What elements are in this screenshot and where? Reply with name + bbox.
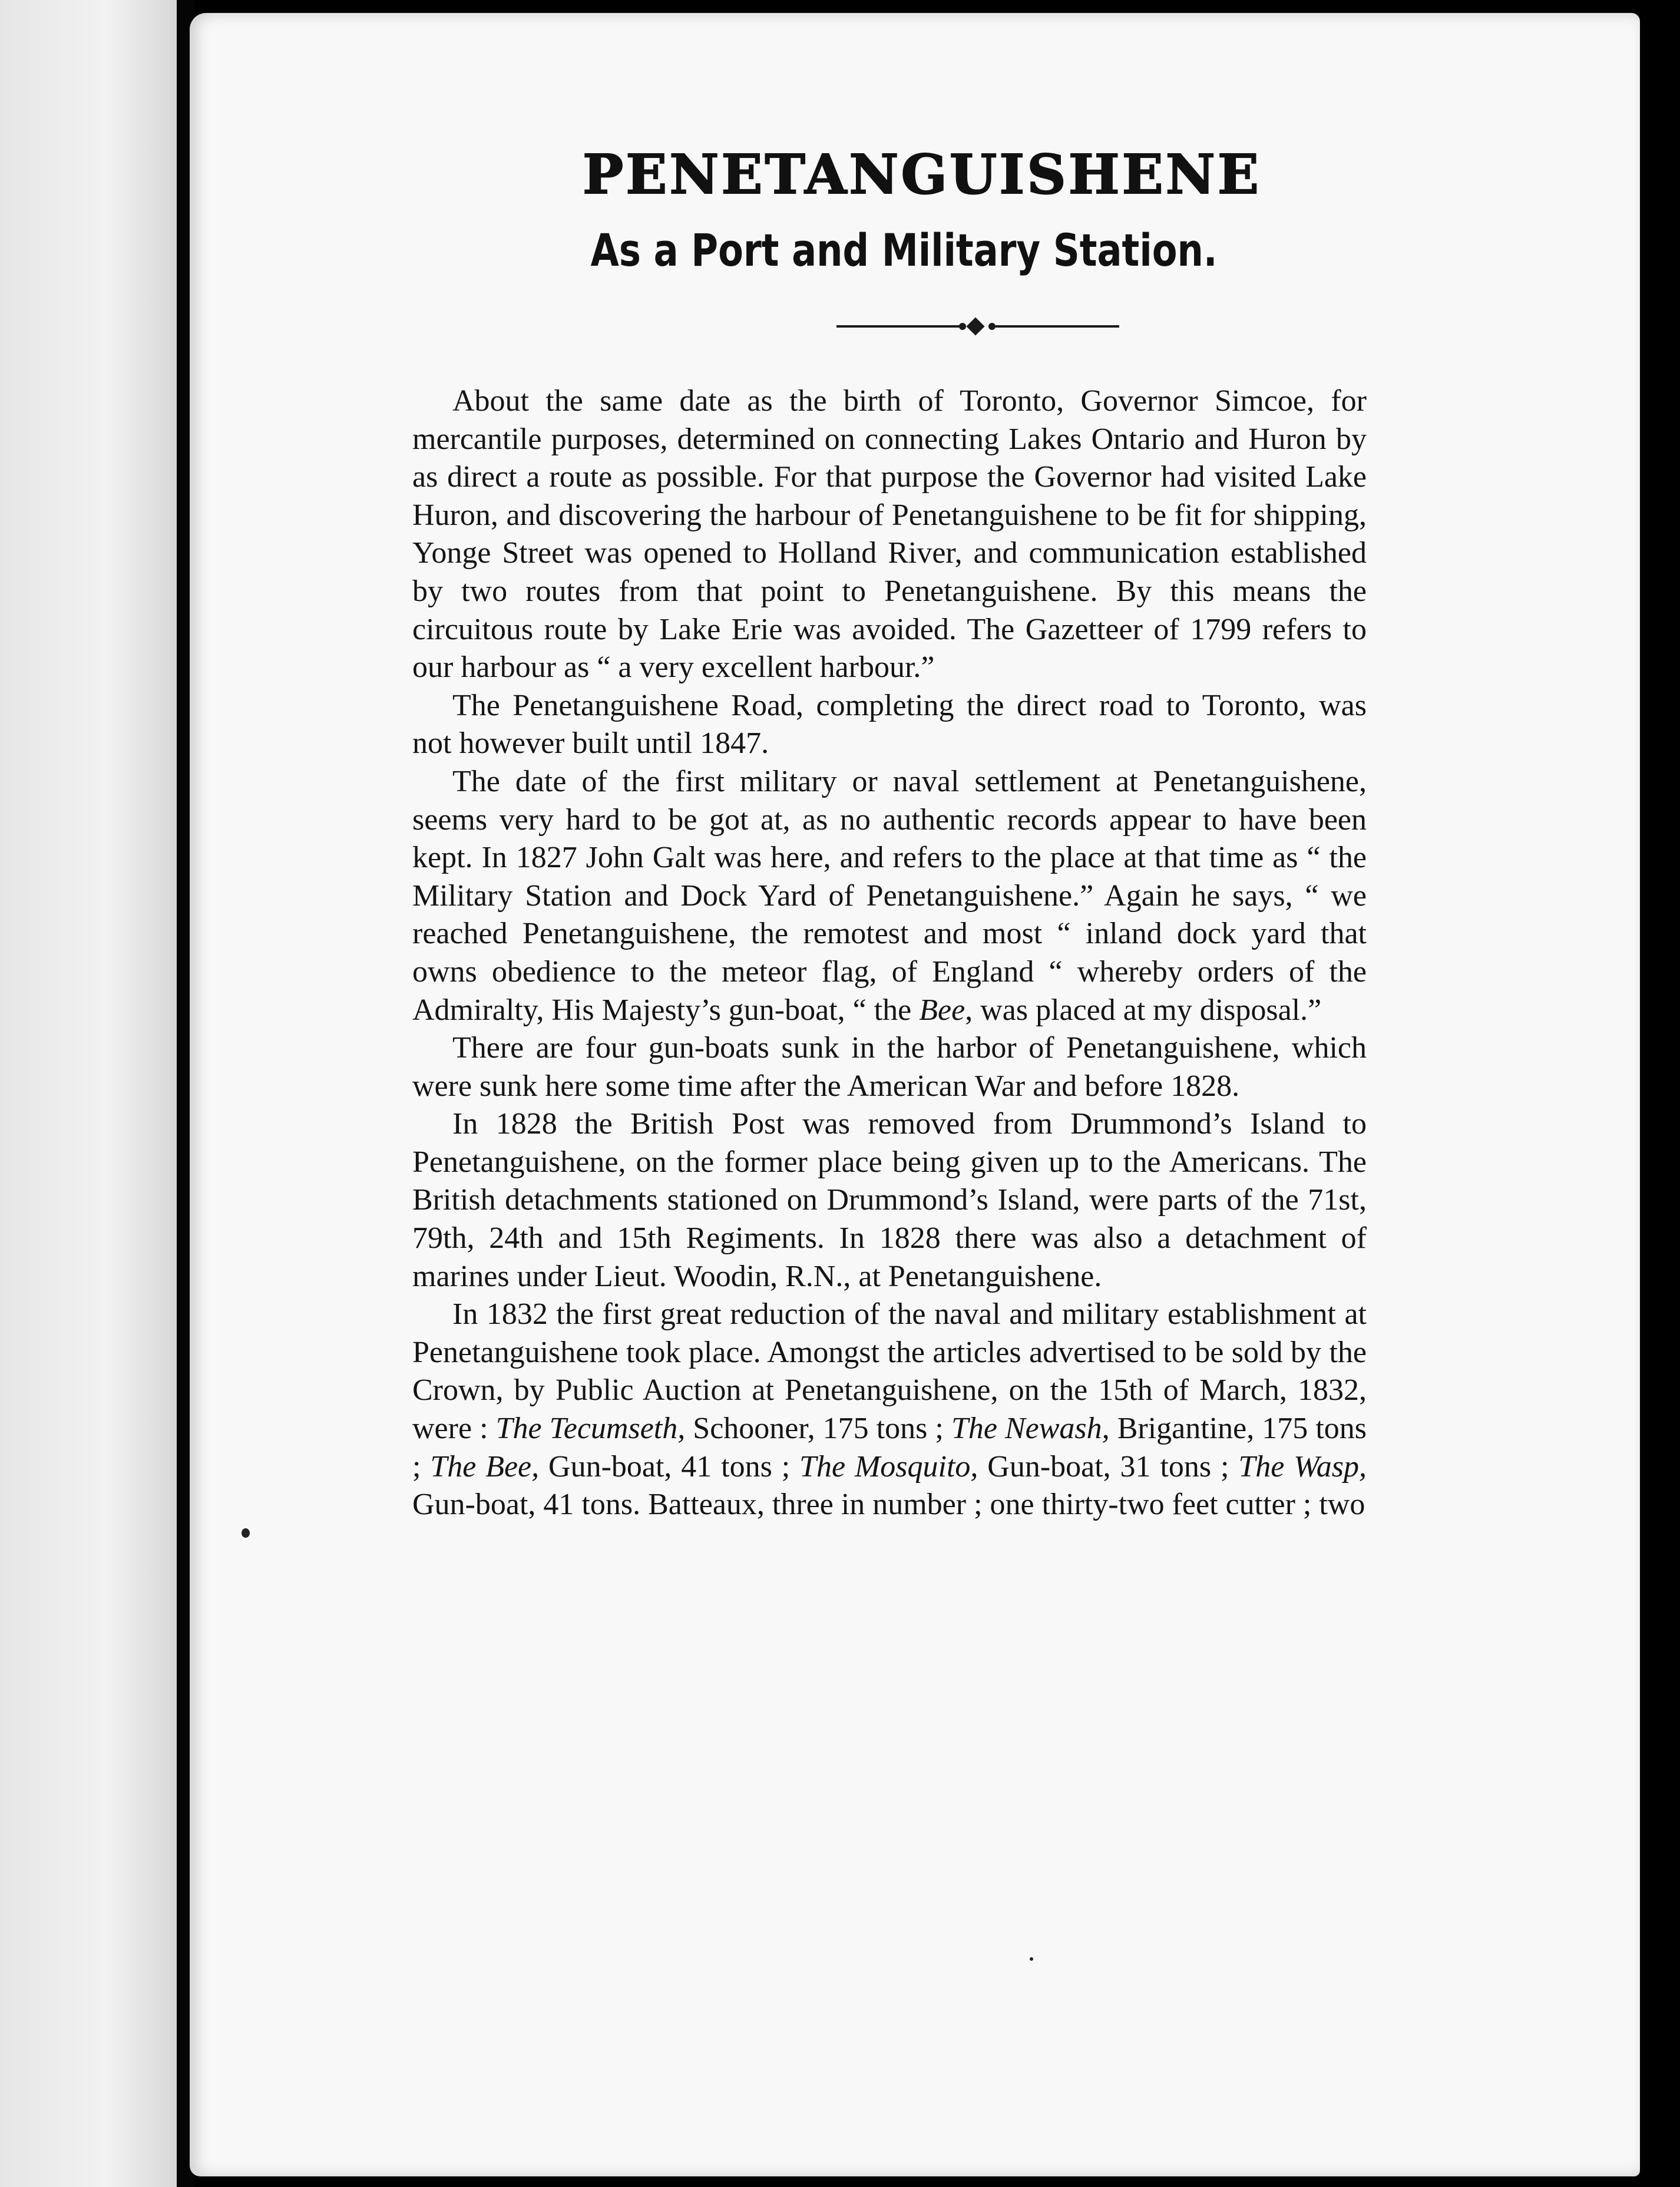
- paragraph-text: The Penetanguishene Road, completing the direct road to Toronto, was not however built until 1847.: [412, 688, 1367, 761]
- paragraph-text: In 1828 the British Post was removed from Drummond’s Island to Penetanguishene, on the former place being given up to the Americans. The British detachments stationed on Drummond’s Island, were parts of the 71st, 79th, 24th and 15th Regiments. In 1828 there was also a detachment of marines under Lieut. Woodin, R.N., at Penetanguishene.: [412, 1107, 1367, 1293]
- paragraph-text: About the same date as the birth of Toronto, Governor Simcoe, for mercantile purposes, determined on connecting Lakes Ontario and Huron by as direct a route as possible. For that purpose the Governor had visited Lake Huron, and discovering the harbour of Penetanguishene to be fit for shipping, Yonge Street was opened to Holland River, and communication established by two routes from that point to Penetanguishene. By this means the circuitous route by Lake Erie was avoided. The Gazetteer of 1799 refers to our harbour as “ a very excellent harbour.”: [412, 384, 1367, 685]
- paragraph-text: Schooner, 175 tons ;: [685, 1412, 951, 1446]
- page-subtitle: As a Port and Military Station.: [590, 224, 1218, 276]
- paragraph: [412, 1029, 1367, 1105]
- paragraph: [412, 1296, 1367, 1524]
- divider-line-right: [996, 325, 1119, 328]
- paragraph-text: Brigantine, 175 tons ;: [412, 1412, 1367, 1484]
- italic-text: Bee: [919, 993, 965, 1027]
- paragraph: [412, 763, 1367, 1029]
- paragraph-text: The date of the first military or naval settlement at Penetanguishene, seems very hard to be got at, as no authentic records appear to have been kept. In 1827 John Galt was here, and refers to the place at that time as “ the Military Station and Dock Yard of Penetanguishene.” Again he says, “ we reached Penetanguishene, the remotest and most “ inland dock yard that owns obedience to the meteor flag, of England “ whereby orders of the Admiralty, His Majesty’s gun-boat, “ the: [412, 764, 1367, 1027]
- ink-speck: [242, 1528, 250, 1538]
- italic-text: The Bee,: [430, 1449, 540, 1484]
- divider-diamond: [966, 317, 984, 335]
- page: [190, 13, 1640, 2176]
- italic-text: The Newash,: [951, 1412, 1110, 1446]
- ink-speck: [1030, 1957, 1033, 1961]
- paragraph-text: In 1832 the first great reduction of the naval and military establishment at Penetanguishene took place. Amongst the articles advertised to be sold by the Crown, by Public Auction at Penetanguishene, on the 15th of March, 1832, were :: [412, 1297, 1367, 1446]
- divider-dot-left: [959, 323, 966, 330]
- paragraph: [412, 687, 1367, 763]
- paragraph-text: Gun-boat, 41 tons ;: [539, 1449, 800, 1484]
- paragraph-text: Gun-boat, 41 tons. Batteaux, three in number ; one thirty-two feet cutter ; two: [412, 1488, 1365, 1522]
- paragraph: [412, 382, 1367, 687]
- italic-text: The Tecumseth,: [495, 1412, 686, 1446]
- left-facing-page: [0, 0, 177, 2187]
- divider-dot-right: [988, 323, 996, 330]
- paragraph-text: , was placed at my disposal.”: [965, 993, 1322, 1027]
- article-body: [412, 382, 1367, 1524]
- paragraph: [412, 1105, 1367, 1296]
- ornamental-divider: [836, 318, 1119, 335]
- page-title: PENETANGUISHENE: [583, 143, 1261, 206]
- italic-text: The Wasp,: [1238, 1449, 1367, 1484]
- divider-line-left: [836, 325, 960, 328]
- paragraph-text: There are four gun-boats sunk in the harbor of Penetanguishene, which were sunk here some time after the American War and before 1828.: [412, 1031, 1367, 1103]
- italic-text: The Mosquito,: [799, 1449, 978, 1484]
- paragraph-text: Gun-boat, 31 tons ;: [978, 1449, 1239, 1484]
- page-content: [412, 143, 1367, 1524]
